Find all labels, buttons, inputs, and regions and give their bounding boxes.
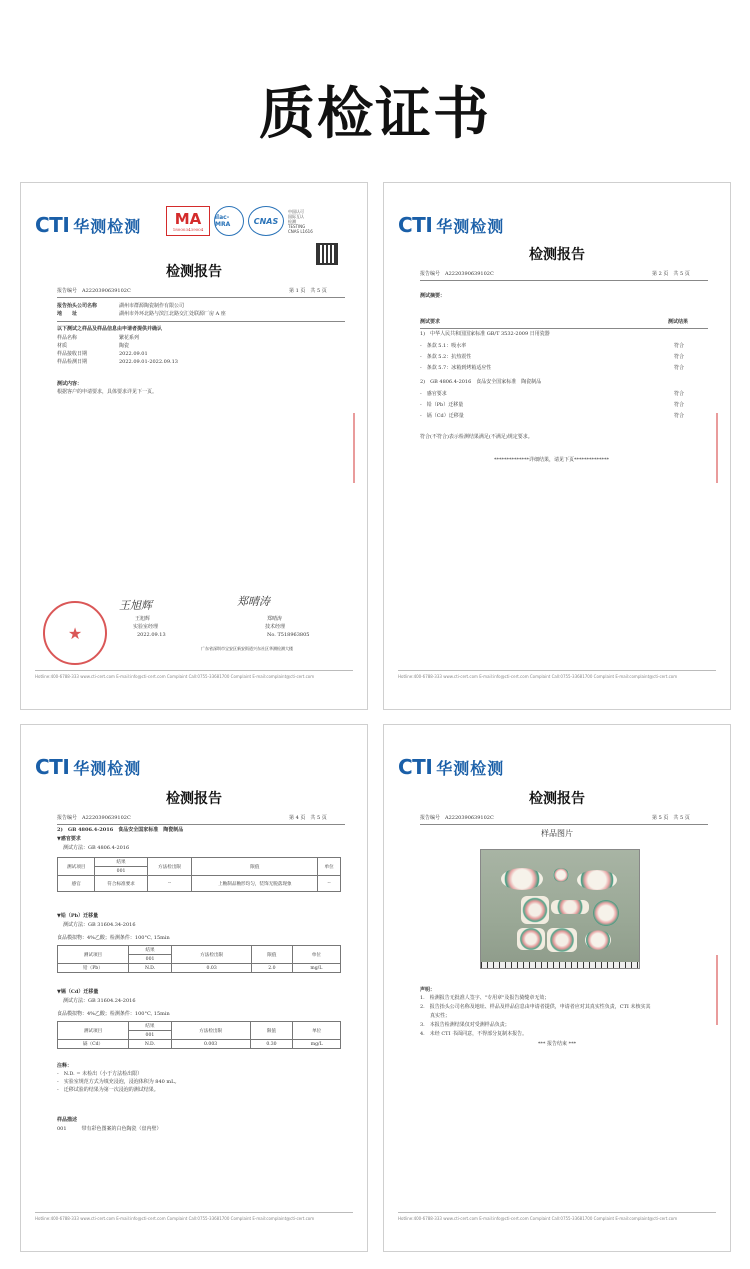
applicant-label: 报告抬头公司名称: [57, 303, 98, 309]
statement-title: 声明：: [420, 987, 436, 993]
notes-title: 注释：: [57, 1063, 73, 1069]
seam-stamp: [716, 955, 731, 1025]
summary-item: - 条款 5.2：抗热震性: [420, 354, 472, 360]
content-text: 根据客户的申请要求，具体要求详见下一页。: [57, 389, 158, 395]
page-number: 第 2 页 共 5 页: [652, 271, 690, 277]
divider: [420, 328, 708, 329]
certification-badges: [166, 206, 313, 236]
page-title: 质检证书: [259, 82, 491, 147]
tray-image: [551, 900, 589, 914]
cup-image: [553, 868, 569, 882]
cti-logo: CTI 华测检测: [398, 213, 505, 237]
bowl-image: [577, 870, 617, 890]
test-date-label: 样品检测日期: [57, 359, 88, 365]
requirement-header: 测试要求: [420, 319, 441, 325]
material-value: 陶瓷: [119, 343, 130, 349]
cadmium-method: 测试方法：GB 31604.24-2016: [63, 998, 136, 1004]
divider: [420, 280, 708, 281]
divider: [420, 824, 708, 825]
material-label: 材质: [57, 343, 68, 349]
summary-result: 符合: [674, 343, 685, 349]
sig2-number: No. T518963805: [267, 632, 310, 638]
report-number: 报告编号 A2220390639102C: [57, 815, 131, 821]
report-number: 报告编号 A2220390639102C: [420, 815, 494, 821]
sample-photo: [480, 849, 640, 969]
plate-image: [521, 896, 549, 924]
address-value: 湖州市外环北路与滨江北路交汇处联源厂房 A 座: [119, 311, 226, 317]
statement-item: 1. 检测报告无批准人签字、"专用章"及报告骑缝章无效；: [420, 995, 550, 1001]
bowl-image: [501, 868, 543, 890]
report-title: 检测报告: [166, 791, 222, 807]
sample-section-title: 以下测试之样品及样品信息由申请者提供并确认: [57, 326, 163, 332]
cadmium-title: ▼镉（Cd）迁移量: [57, 989, 99, 995]
summary-item: 1) 中华人民共和国国家标准 GB/T 3532-2009 日用瓷器: [420, 331, 550, 337]
summary-item: - 条款 5.1：吸水率: [420, 343, 467, 349]
sample-name-label: 样品名称: [57, 335, 78, 341]
company-seal-icon: ★: [43, 601, 107, 665]
summary-title: 测试摘要：: [420, 293, 446, 299]
note-item: - 迁移试验的结果为第一次浸泡的测试结果。: [57, 1087, 159, 1093]
sensory-table: 测试项目 结果 方法检出限 限值 单位 001 感官 符合标准要求 -- 上釉制品釉形均匀，装饰无脱落现象 --: [57, 857, 341, 892]
ilac-badge: ilac-MRA: [214, 206, 244, 236]
cti-logo: CTI 华测检测: [35, 755, 142, 779]
report-title: 检测报告: [529, 247, 585, 263]
cnas-badge: CNAS: [248, 206, 284, 236]
cma-badge: MA 180003439004: [166, 206, 210, 236]
test-date-value: 2022.09.01-2022.09.13: [119, 359, 178, 365]
cadmium-condition: 食品模拟物：4%乙酸；检测条件：100°C, 15min: [57, 1011, 170, 1017]
page-number: 第 5 页 共 5 页: [652, 815, 690, 821]
ruler-image: [481, 962, 639, 968]
photo-title: 样品图片: [541, 829, 573, 838]
statement-item: 真实性；: [420, 1013, 451, 1019]
lead-condition: 食品模拟物：4%乙酸；检测条件：100°C, 15min: [57, 935, 170, 941]
square-plate-image: [547, 928, 577, 952]
statement-item: 4. 未经 CTI 书面同意，不得部分复制本报告。: [420, 1031, 528, 1037]
receive-date-label: 样品接收日期: [57, 351, 88, 357]
summary-item: - 条款 5.7：冰箱到烤箱适应性: [420, 365, 492, 371]
description-title: 样品描述: [57, 1117, 78, 1123]
sig1-name: 王旭辉: [135, 616, 151, 622]
lab-address: 广东省深圳市宝安区新安街道兴东社区华测检测大楼: [201, 646, 293, 651]
lead-method: 测试方法：GB 31604.34-2016: [63, 922, 136, 928]
sig1-role: 实验室经理: [133, 624, 159, 630]
summary-result: 符合: [674, 413, 685, 419]
divider: [57, 824, 345, 825]
divider: [57, 297, 345, 298]
summary-item: - 感官要求: [420, 391, 447, 397]
seam-stamp: [353, 413, 368, 483]
applicant-value: 湖州市群源陶瓷制作有限公司: [119, 303, 185, 309]
page-number: 第 1 页 共 5 页: [289, 288, 327, 294]
report-title: 检测报告: [529, 791, 585, 807]
report-page-5: [383, 724, 731, 1252]
report-title: 检测报告: [166, 264, 222, 280]
sensory-method: 测试方法：GB 4806.4-2016: [63, 845, 130, 851]
cti-logo: CTI 华测检测: [35, 213, 142, 237]
statement-item: 2. 报告抬头公司名称及地址、样品及样品信息由申请者提供，申请者应对其真实性负责，CTI 未核实其: [420, 1004, 651, 1010]
result-note: 符合(不符合)表示检测结果满足(不满足)规定要求。: [420, 434, 533, 440]
address-label: 地 址: [57, 311, 78, 317]
divider: [57, 321, 345, 322]
cadmium-table: 测试项目 结果 方法检出限 限值 单位 001 镉（Cd） N.D. 0.003 0.30 mg/L: [57, 1021, 341, 1049]
signature-1: 王旭辉: [119, 599, 152, 612]
cti-logo: CTI 华测检测: [398, 755, 505, 779]
report-number: 报告编号 A2220390639102C: [57, 288, 131, 294]
result-header: 测试结果: [668, 319, 689, 325]
page-footer: Hotline:400-6788-333 www.cti-cert.com E-mail:info@cti-cert.com Complaint Call:0755-33681700 Complaint E-mail:complaint@cti-cert.com: [35, 1212, 353, 1221]
page-footer: Hotline:400-6788-333 www.cti-cert.com E-mail:info@cti-cert.com Complaint Call:0755-33681700 Complaint E-mail:complaint@cti-cert.com: [35, 670, 353, 679]
note-item: - N.D. = 未检出（小于方法检出限）: [57, 1071, 143, 1077]
report-page-1: [20, 182, 368, 710]
dish-image: [593, 900, 619, 926]
report-page-2: [383, 182, 731, 710]
sensory-title: ▼感官要求: [57, 836, 81, 842]
cnas-text: 中国认可 国际互认 检测 TESTING CNAS L1616: [288, 208, 313, 234]
lead-table: 测试项目 结果 方法检出限 限值 单位 001 铅（Pb） N.D. 0.03 2.0 mg/L: [57, 945, 341, 973]
description-text: 001 带有彩色图案的白色陶瓷（盘内壁）: [57, 1126, 162, 1132]
summary-result: 符合: [674, 354, 685, 360]
page-number: 第 4 页 共 5 页: [289, 815, 327, 821]
sample-name-value: 繁花系列: [119, 335, 140, 341]
seam-stamp: [716, 413, 731, 483]
lead-title: ▼铅（Pb）迁移量: [57, 913, 99, 919]
standard-title: 2) GB 4806.4-2016 食品安全国家标准 陶瓷制品: [57, 827, 184, 833]
summary-item: - 铅（Pb）迁移量: [420, 402, 464, 408]
sig2-name: 郑晴涛: [267, 616, 283, 622]
statement-item: 3. 本报告检测结果仅对受测样品负责；: [420, 1022, 510, 1028]
page-footer: Hotline:400-6788-333 www.cti-cert.com E-mail:info@cti-cert.com Complaint Call:0755-33681700 Complaint E-mail:complaint@cti-cert.com: [398, 1212, 716, 1221]
summary-item: 2) GB 4806.4-2016 食品安全国家标准 陶瓷制品: [420, 379, 542, 385]
report-end: *** 报告结束 ***: [537, 1041, 577, 1047]
report-number: 报告编号 A2220390639102C: [420, 271, 494, 277]
receive-date-value: 2022.09.01: [119, 351, 148, 357]
sig1-date: 2022.09.13: [137, 632, 166, 638]
content-title: 测试内容：: [57, 381, 83, 387]
bowl-image: [585, 930, 611, 950]
note-item: - 实验室规范方式为填充浸泡，浸泡体积为 840 mL。: [57, 1079, 180, 1085]
sig2-role: 技术经理: [265, 624, 286, 630]
signature-2: 郑晴涛: [237, 595, 270, 608]
details-line: **************详细结果，请见下页**************: [494, 457, 610, 463]
square-plate-image: [517, 928, 545, 950]
page-footer: Hotline:400-6788-333 www.cti-cert.com E-mail:info@cti-cert.com Complaint Call:0755-33681700 Complaint E-mail:complaint@cti-cert.com: [398, 670, 716, 679]
report-page-4: [20, 724, 368, 1252]
summary-result: 符合: [674, 365, 685, 371]
summary-result: 符合: [674, 391, 685, 397]
summary-result: 符合: [674, 402, 685, 408]
summary-item: - 镉（Cd）迁移量: [420, 413, 464, 419]
